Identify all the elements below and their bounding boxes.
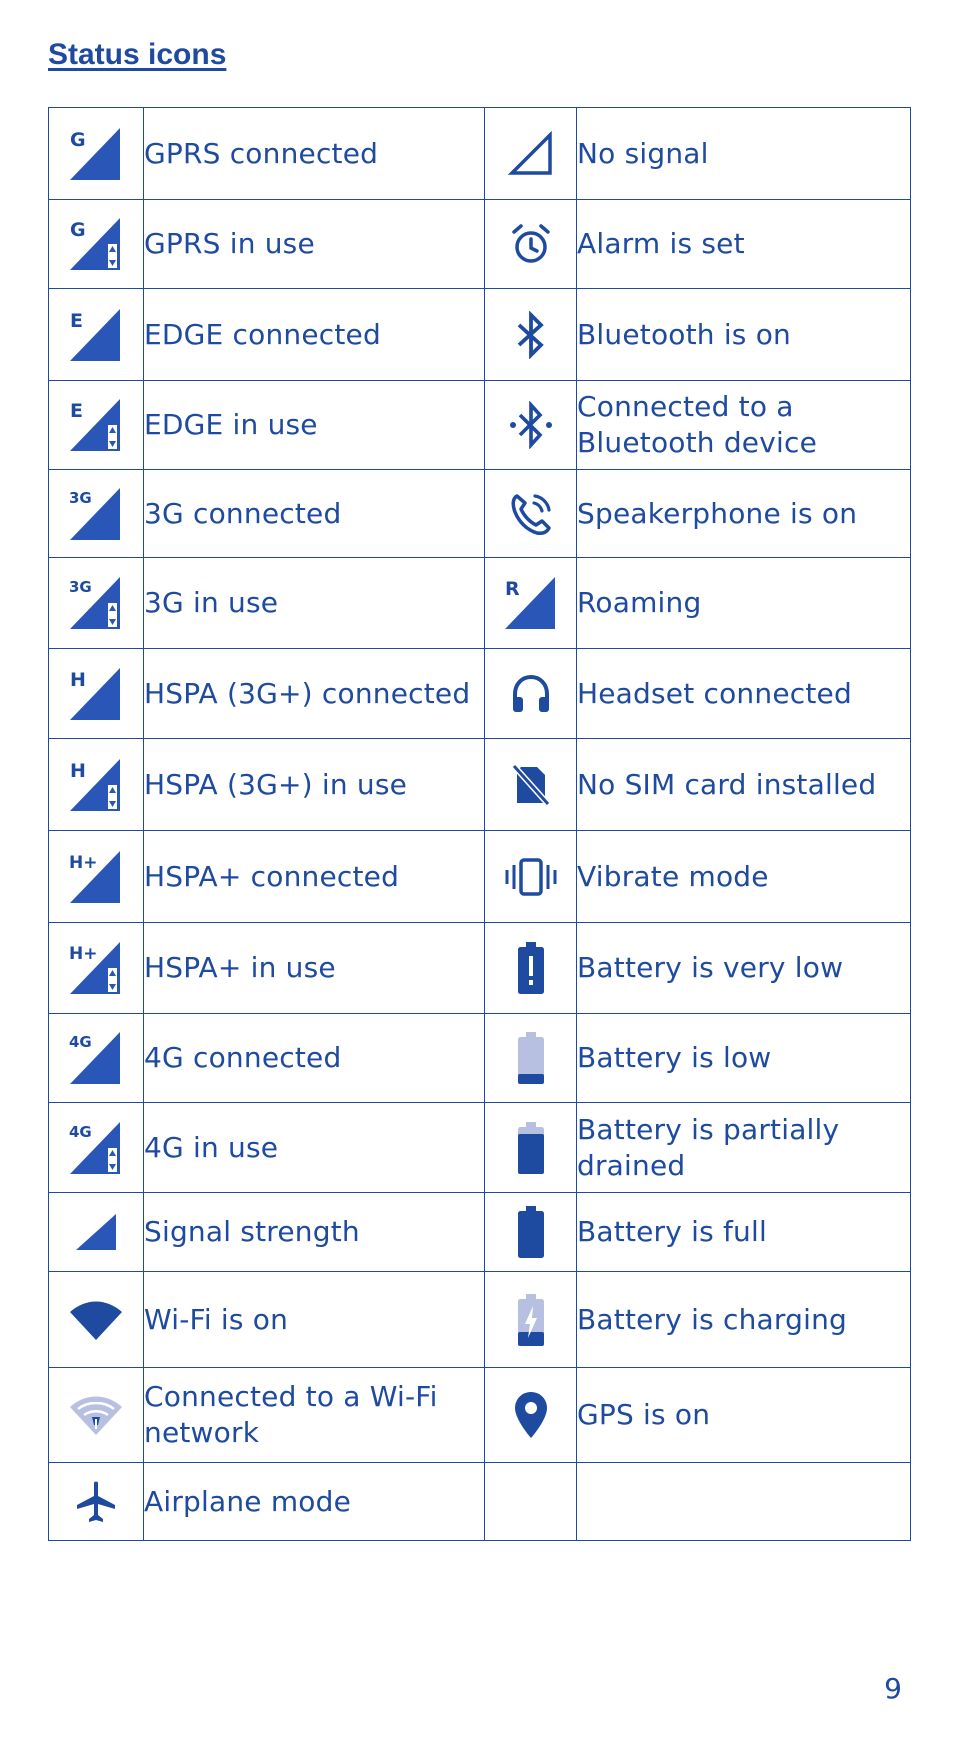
bluetooth-connected-icon: [508, 401, 554, 449]
list-item: Speakerphone is on: [577, 470, 911, 558]
list-item: HSPA+ in use: [144, 923, 485, 1014]
list-item: No signal: [577, 108, 911, 200]
svg-text:E: E: [70, 400, 83, 422]
list-item: Battery is full: [577, 1193, 911, 1272]
table-row: [49, 1368, 911, 1463]
hspa-connected-icon: [68, 666, 124, 722]
battery-partial-icon: [516, 1120, 546, 1176]
battery-very-low-icon: [516, 940, 546, 996]
list-item: GPRS in use: [144, 200, 485, 289]
page-number: 9: [884, 1672, 902, 1705]
no-sim-icon: [511, 763, 551, 807]
signal-strength-icon: [74, 1212, 118, 1252]
table-row: [49, 831, 911, 923]
4g-in-use-icon: [68, 1120, 124, 1176]
table-row: [49, 1193, 911, 1272]
list-item: EDGE in use: [144, 381, 485, 470]
table-row: [49, 1103, 911, 1193]
list-item: 4G connected: [144, 1014, 485, 1103]
table-row: [49, 558, 911, 649]
wifi-on-icon: [68, 1298, 124, 1342]
3g-in-use-icon: [68, 575, 124, 631]
svg-text:R: R: [504, 578, 520, 600]
list-item: Airplane mode: [144, 1463, 485, 1541]
list-item: Battery is charging: [577, 1272, 911, 1368]
gps-icon: [512, 1390, 550, 1440]
list-item: Battery is very low: [577, 923, 911, 1014]
table-row: [49, 739, 911, 831]
hspa-plus-connected-icon: [68, 849, 124, 905]
headset-icon: [509, 672, 553, 716]
list-item: 4G in use: [144, 1103, 485, 1193]
roaming-icon: [503, 575, 559, 631]
list-item: EDGE connected: [144, 289, 485, 381]
table-row: [49, 381, 911, 470]
list-item: Battery is partially drained: [577, 1103, 911, 1193]
bluetooth-icon: [511, 311, 551, 359]
table-row: [49, 649, 911, 739]
svg-text:E: E: [70, 309, 83, 332]
empty-cell: [485, 1463, 577, 1541]
list-item: Roaming: [577, 558, 911, 649]
battery-full-icon: [516, 1204, 546, 1260]
edge-connected-icon: [68, 307, 124, 363]
list-item: Headset connected: [577, 649, 911, 739]
list-item: Vibrate mode: [577, 831, 911, 923]
table-row: [49, 1014, 911, 1103]
svg-text:H+: H+: [69, 852, 98, 873]
svg-text:H: H: [70, 759, 86, 782]
battery-low-icon: [516, 1030, 546, 1086]
status-icons-table: [48, 107, 911, 1541]
svg-text:4G: 4G: [69, 1122, 92, 1141]
table-row: [49, 1272, 911, 1368]
svg-text:H+: H+: [69, 944, 98, 964]
list-item: HSPA (3G+) in use: [144, 739, 485, 831]
hspa-in-use-icon: [68, 757, 124, 813]
wifi-connected-icon: [68, 1393, 124, 1437]
list-item: Bluetooth is on: [577, 289, 911, 381]
list-item: Alarm is set: [577, 200, 911, 289]
list-item: GPS is on: [577, 1368, 911, 1463]
table-row: [49, 289, 911, 381]
airplane-icon: [74, 1480, 118, 1524]
list-item: 3G in use: [144, 558, 485, 649]
svg-text:4G: 4G: [69, 1033, 92, 1051]
table-row: [49, 200, 911, 289]
svg-text:H: H: [70, 668, 86, 691]
svg-text:3G: 3G: [69, 488, 92, 507]
list-item: Signal strength: [144, 1193, 485, 1272]
alarm-icon: [509, 222, 553, 266]
page-title: Status icons: [48, 38, 227, 71]
svg-text:G: G: [70, 219, 86, 241]
svg-text:3G: 3G: [69, 578, 92, 596]
list-item: 3G connected: [144, 470, 485, 558]
list-item: Battery is low: [577, 1014, 911, 1103]
list-item: GPRS connected: [144, 108, 485, 200]
list-item: No SIM card installed: [577, 739, 911, 831]
list-item: Connected to a Wi-Fi network: [144, 1368, 485, 1463]
3g-connected-icon: [68, 486, 124, 542]
table-row: [49, 1463, 911, 1541]
table-row: [49, 923, 911, 1014]
edge-in-use-icon: [68, 397, 124, 453]
4g-connected-icon: [68, 1030, 124, 1086]
hspa-plus-in-use-icon: [68, 940, 124, 996]
no-signal-icon: [508, 131, 554, 177]
table-row: [49, 108, 911, 200]
list-item: Wi-Fi is on: [144, 1272, 485, 1368]
battery-charging-icon: [516, 1292, 546, 1348]
list-item: Connected to a Bluetooth device: [577, 381, 911, 470]
vibrate-icon: [502, 855, 560, 899]
gprs-in-use-icon: [68, 216, 124, 272]
gprs-connected-icon: [68, 126, 124, 182]
empty-cell: [577, 1463, 911, 1541]
list-item: HSPA (3G+) connected: [144, 649, 485, 739]
table-row: [49, 470, 911, 558]
list-item: HSPA+ connected: [144, 831, 485, 923]
speakerphone-icon: [509, 492, 553, 536]
svg-text:G: G: [70, 128, 86, 151]
